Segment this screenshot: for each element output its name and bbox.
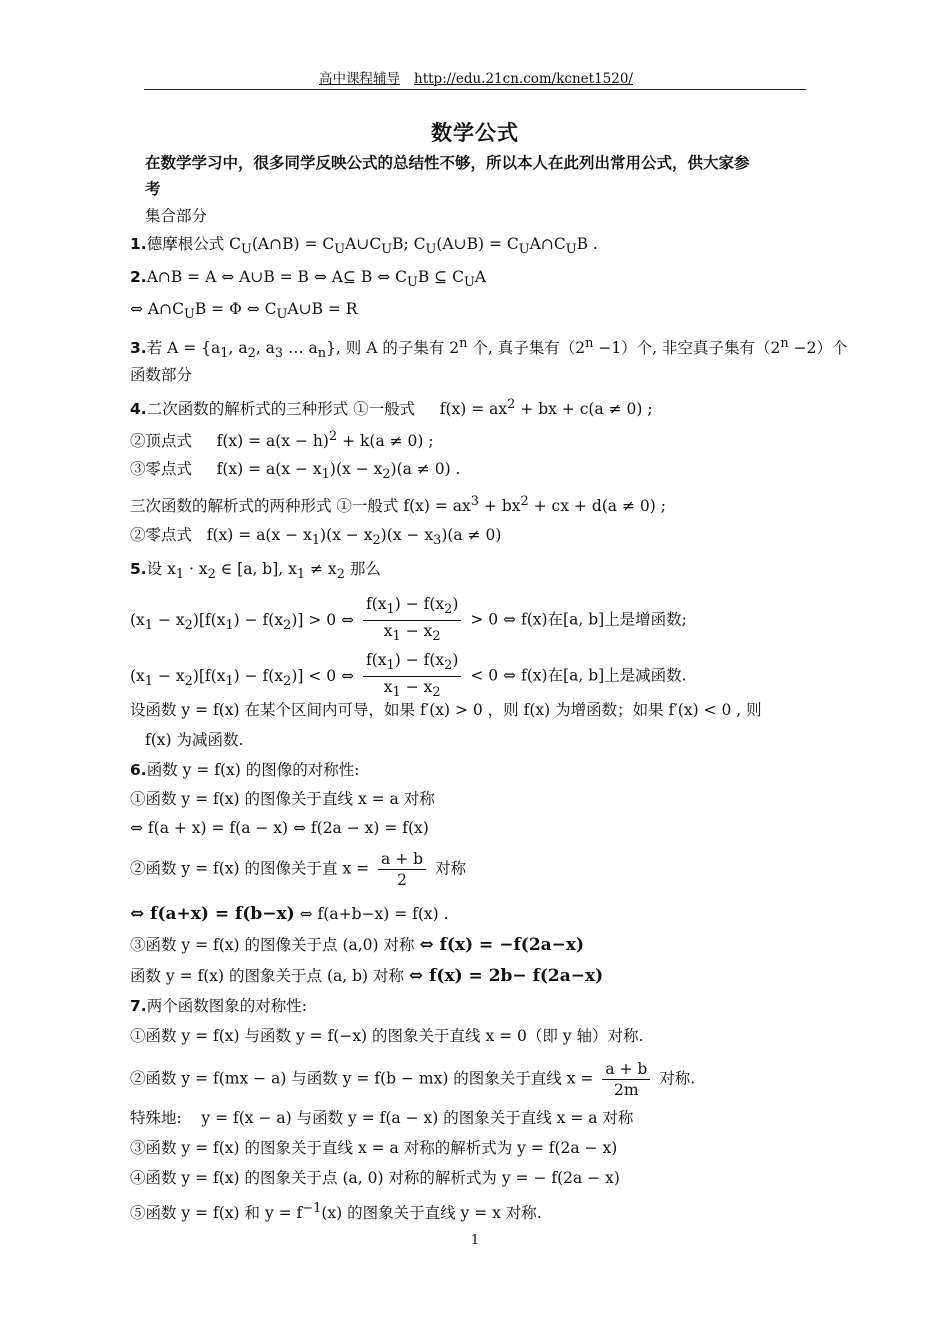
formula-7 [130,996,307,1016]
item-number: 2. [130,268,147,286]
fraction-numerator: $f(x_1) - f(x_2)$ [363,651,461,677]
formula-5-decreasing [130,651,687,702]
fraction [363,651,461,702]
formula-1 [130,234,598,260]
header-url-link[interactable]: http://edu.21cn.com/kcnet1520/ [414,71,633,87]
formula-text: 对称. [659,1069,696,1088]
formula-7-inverse: ⑤函数 y = f(x) 和 $y = f^{-1}(x)$ 的图象关于直线 y = x 对称. [130,1201,542,1223]
fraction-denominator: 2 [397,871,407,889]
formula-7-special: 特殊地: y = f(x − a) 与函数 y = f(a − x) 的图象关于直线 x = a 对称 [130,1109,634,1127]
formula-text: $(x_1 - x_2)[f(x_1) - f(x_2)] > 0$ ⇔ [130,610,355,633]
formula-text: 若 $A = \{a_1$, $a_2$, $a_3$ … $a_n$}, 则 A 的子集有 2$^n$ 个, 真子集有$(2^n -1)$个, 非空真子集有$(2^n -2)$个 [146,336,848,362]
formula-text: 对称 [435,859,467,878]
fraction-denominator: $x_1 - x_2$ [383,678,441,701]
formula-2 [130,267,486,293]
item-number: 5. [130,560,147,578]
fraction [363,595,461,646]
formula-text: 设 $x_1 \cdot x_2$ ∈ [a, b], $x_1 \ne x_2$ 那么 [146,560,381,583]
item-number: 6. [130,761,147,779]
formula-6-point-ab-symmetry: 函数 y = f(x) 的图象关于点 (a, b) 对称 ⇔ f(x) = 2b− f(2a−x) [130,966,604,986]
formula-6-line-symmetry: ①函数 y = f(x) 的图像关于直线 x = a 对称 [130,790,435,808]
formula-2-continued: ⇔ $A\cap C_UB = \Phi$ ⇔ $C_UA\cup B = R$ [130,300,358,323]
formula-5-increasing [130,595,687,646]
formula-7-line-reflection: ③函数 y = f(x) 的图象关于直线 x = a 对称的解析式为 y = f(2a − x) [130,1139,618,1157]
intro-line-2: 考 [145,179,161,198]
formula-text: 函数 y = f(x) 的图像的对称性: [146,761,360,779]
fraction [378,850,426,889]
formula-6-midline-equiv: ⇔ f(a+x) = f(b−x) ⇔ f(a+b−x) = f(x) . [130,904,449,924]
formula-4-cubic-zeros: ②零点式 $f(x) = a(x - x_1)(x - x_2)(x - x_3)(a \ne 0)$ [130,526,502,549]
formula-text: < 0 ⇔ f(x)在[a, b]上是减函数. [470,666,687,685]
formula-text: ②函数 y = f(x) 的图像关于直 x = [130,859,370,878]
item-number: 3. [130,339,147,358]
formula-text: 两个函数图象的对称性: [146,997,307,1015]
formula-7-y-axis: ①函数 y = f(x) 与函数 y = f(−x) 的图象关于直线 x = 0（即 y 轴）对称. [130,1027,644,1045]
formula-4-vertex: ②顶点式 $f(x) = a(x - h)^2 + k(a \ne 0)$ ; [130,429,434,451]
formula-text: ②函数 y = f(mx − a) 与函数 y = f(b − mx) 的图象关于直线 x = [130,1069,594,1088]
formula-text: 二次函数的解析式的三种形式 ①一般式 $f(x) = ax^2$ + bx + c(a ≠ 0) ; [146,397,653,419]
formula-text: > 0 ⇔ f(x)在[a, b]上是增函数; [470,610,687,629]
formula-4-cubic: 三次函数的解析式的两种形式 ①一般式 $f(x) = ax^3 + bx^2$ + cx + d(a ≠ 0) ; [130,494,666,516]
fraction-denominator: $x_1 - x_2$ [383,622,441,645]
section-heading-sets: 集合部分 [145,207,208,225]
page-number: 1 [470,1233,480,1248]
header-course-link[interactable]: 高中课程辅导 [319,71,401,87]
header-rule [144,89,806,90]
formula-5-derivative: 设函数 y = f(x) 在某个区间内可导，如果 f′(x) > 0 ，则 f(x) 为增函数；如果 f′(x) < 0 , 则 [130,701,762,719]
formula-text: $(x_1 - x_2)[f(x_1) - f(x_2)] < 0$ ⇔ [130,666,355,689]
formula-4-zeros: ③零点式 $f(x) = a(x - x_1)(x - x_2)(a \ne 0)$ . [130,460,461,483]
formula-7-point-reflection: ④函数 y = f(x) 的图象关于点 (a, 0) 对称的解析式为 y = − f(2a − x) [130,1169,620,1187]
fraction-numerator: $f(x_1) - f(x_2)$ [363,595,461,621]
intro-line-1: 在数学学习中，很多同学反映公式的总结性不够，所以本人在此列出常用公式，供大家参 [145,153,750,172]
formula-6-midline [130,850,466,889]
fraction [602,1060,650,1099]
fraction-numerator: a + b [602,1060,650,1080]
formula-6 [130,760,359,780]
formula-text: 德摩根公式 $C_U(A\cap B)$ = $C_UA\cup C_UB$; $C_U(A\cup B)$ = $C_UA\cap C_UB$ . [146,235,598,258]
formula-3 [130,334,848,364]
formula-4 [130,395,653,419]
item-number: 7. [130,997,147,1015]
formula-6-line-equiv: ⇔ f(a + x) = f(a − x) ⇔ f(2a − x) = f(x) [130,819,429,837]
formula-6-point-symmetry: ③函数 y = f(x) 的图像关于点 (a,0) 对称 ⇔ f(x) = −f(2a−x) [130,935,585,955]
document-title: 数学公式 [431,120,519,145]
formula-5-derivative-cont: f(x) 为减函数. [145,731,244,749]
formula-7-general [130,1060,695,1099]
formula-text: A∩B = A ⇔ A∪B = B ⇔ A⊆ B ⇔ $C_UB$ ⊆ $C_UA$ [146,268,487,291]
item-number: 4. [130,400,147,419]
page-header [144,70,808,88]
item-number: 1. [130,235,147,253]
fraction-numerator: a + b [378,850,426,870]
formula-5 [130,559,381,585]
fraction-denominator: 2m [614,1081,639,1099]
section-heading-functions: 函数部分 [130,366,193,384]
